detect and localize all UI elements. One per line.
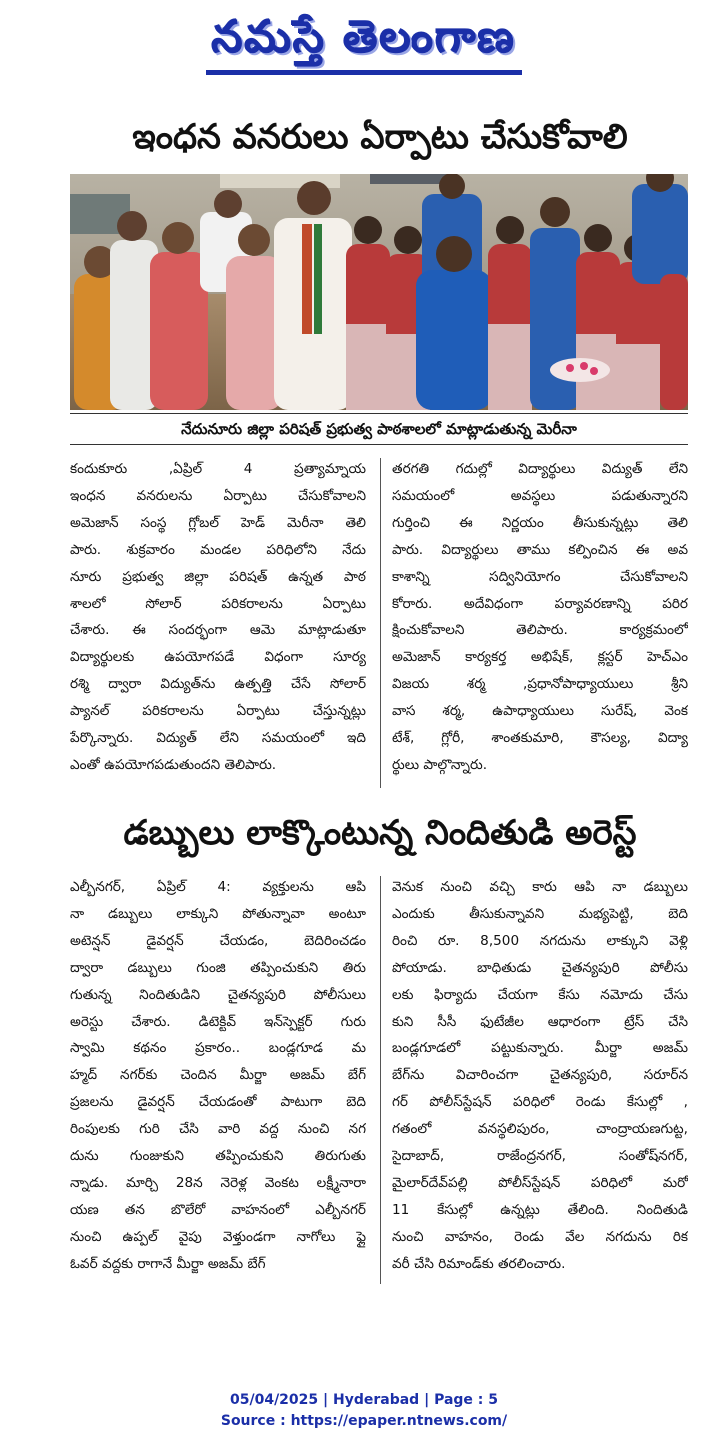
text-line: టేశ్, గ్లోరీ, శాంతకుమారి, కౌసల్య, విద్యా [392,730,688,747]
masthead [0,6,728,76]
article1-column-left [70,456,366,779]
text-line: పేర్కొన్నారు. విద్యుత్ లేని సమయంలో ఇది [70,730,366,747]
text-line: అమెజాన్ సంస్థ గ్లోబల్ హెడ్ మెరీనా తెలి [70,514,366,531]
text-line: ఎంతో ఉపయోగపడుతుందని తెలిపారు. [70,756,277,773]
text-line: ర్థులు పాల్గొన్నారు. [392,756,488,773]
text-line: రశ్మి ద్వారా విద్యుత్‌ను ఉత్పత్తి చేసే సోలార్ [70,676,366,693]
text-line: మైలార్‌దేవ్‌పల్లి పోలీస్‌స్టేషన్ పరిధిలో మరో [392,1174,688,1191]
text-line: అరెస్టు చేశారు. డిటెక్టివ్ ఇన్‌స్పెక్టర్ గురు [70,1013,366,1030]
article2-headline: డబ్బులు లాక్కొంటున్న నిందితుడి అరెస్ట్ [123,813,637,853]
footer-source-link[interactable]: Source : https://epaper.ntnews.com/ [220,1413,508,1429]
text-line: లకు ఫిర్యాదు చేయగా కేసు నమోదు చేసు [392,986,688,1003]
text-line: ద్వారా డబ్బులు గుంజి తప్పించుకుని తిరు [70,959,366,976]
text-line: ఓవర్ వద్దకు రాగానే మీర్జా అజమ్ బేగ్ [70,1255,266,1272]
article1-column-right [392,456,688,779]
text-line: నా డబ్బులు లాక్కుని పోతున్నావా అంటూ [70,905,366,922]
text-line: న్నాడు. మార్చి 28న నెరెళ్ల వెంకట లక్ష్మీనారా [70,1174,366,1191]
text-line: కోరారు. అదేవిధంగా పర్యావరణాన్ని పరిర [392,595,688,612]
text-line: 11 కేసుల్లో ఉన్నట్లు తేలింది. నిందితుడి [392,1201,688,1218]
text-line: రింపులకు గురి చేసి వారి వద్ద నుంచి నగ [70,1121,366,1138]
photo-caption: నేదునూరు జిల్లా పరిషత్ ప్రభుత్వ పాఠశాలలో మాట్లాడుతున్న మెరీనా [181,420,577,438]
text-line: నుంచి వాహనం, రెండు వేల నగదును రిక [392,1228,688,1245]
text-line: విద్యార్థులకు ఉపయోగపడే విధంగా సూర్య [70,649,366,666]
text-line: కందుకూరు ,ఏప్రిల్ 4 ప్రత్యామ్నాయ [70,461,366,477]
text-line: ఎల్బీనగర్, ఏప్రిల్ 4: వ్యక్తులను ఆపి [70,879,366,895]
text-line: గుతున్న నిందితుడిని చైతన్యపురి పోలీసులు [70,986,366,1003]
text-line: కాశాన్ని సద్వినియోగం చేసుకోవాలని [392,568,688,585]
text-line: తరగతి గదుల్లో విద్యార్థులు విద్యుత్ లేని [392,461,688,477]
newspaper-logo-title: నమస్తే తెలంగాణ [206,6,522,75]
text-line: గర్ పోలీస్‌స్టేషన్ పరిధిలో రెండు కేసుల్లో , [392,1094,688,1111]
text-line: అమెజాన్ కార్యకర్త అభిషేక్, క్లస్టర్ హెచ్‌ఎం [392,649,688,666]
text-line: నుంచి ఉప్పల్ వైపు వెళ్తుండగా నాగోలు ఫ్లై [70,1228,366,1245]
text-line: ప్రజలను డైవర్షన్ చేయడంతో పాటుగా బెది [70,1094,366,1111]
text-line: ప్యానల్ పరికరాలను ఏర్పాటు చేస్తున్నట్లు [70,703,366,720]
text-line: ఇంధన వనరులను ఏర్పాటు చేసుకోవాలని [70,487,366,504]
text-line: స్వామి కథనం ప్రకారం.. బండ్లగూడ మ [70,1040,366,1057]
footer-date-edition: 05/04/2025 | Hyderabad | Page : 5 [229,1392,499,1408]
text-line: వెనుక నుంచి వచ్చి కారు ఆపి నా డబ్బులు [392,879,688,895]
group-photo-illustration [70,174,688,410]
text-line: దును గుంజుకుని తప్పించుకుని తిరుగుతు [70,1148,366,1165]
caption-top-rule [70,413,688,414]
text-line: శాలలో సోలార్ పరికరాలను ఏర్పాటు [70,595,366,612]
text-line: పోయాడు. బాధితుడు చైతన్యపురి పోలీసు [392,959,688,976]
text-line: ఎందుకు తీసుకున్నావని మభ్యపెట్టి, బెది [392,905,688,922]
text-line: క్షించుకోవాలని తెలిపారు. కార్యక్రమంలో [392,622,688,639]
text-line: అటెన్షన్ డైవర్షన్ చేయడం, బెదిరించడం [70,932,366,949]
text-line: పారు. శుక్రవారం మండల పరిధిలోని నేదు [70,541,366,558]
text-line: వాస శర్మ, ఉపాధ్యాయులు సురేష్, వెంక [392,703,688,720]
text-line: హ్మద్ నగర్‌కు చెందిన మీర్జా అజమ్ బేగ్ [70,1067,366,1084]
text-line: వరీ చేసి రిమాండ్‌కు తరలించారు. [392,1255,566,1272]
text-line: సమయంలో అవస్థలు పడుతున్నారని [392,487,688,504]
text-line: నూరు ప్రభుత్వ జిల్లా పరిషత్ ఉన్నత పాఠ [70,568,366,585]
caption-bottom-rule [70,444,688,445]
article2-column-left [70,874,366,1278]
text-line: బండ్లగూడలో పట్టుకున్నారు. మీర్జా అజమ్ [392,1040,688,1057]
text-line: పారు. విద్యార్థులు తాము కల్పించిన ఈ అవ [392,541,688,558]
article1-photo [70,174,688,410]
text-line: రించి రూ. 8,500 నగదును లాక్కుని వెళ్లి [392,932,688,949]
text-line: విజయ శర్మ ,ప్రధానోపాధ్యాయులు శ్రీని [392,676,688,693]
text-line: చేశారు. ఈ సందర్భంగా ఆమె మాట్లాడుతూ [70,622,366,639]
text-line: యణ తన బొలేరో వాహనంలో ఎల్బీనగర్ [70,1201,366,1218]
text-line: గతంలో వనస్థలిపురం, చాంద్రాయణగుట్ట, [392,1121,688,1138]
text-line: సైదాబాద్, రాజేంద్రనగర్, సంతోష్‌నగర్, [392,1148,688,1165]
text-line: గుర్తించి ఈ నిర్ణయం తీసుకున్నట్లు తెలి [392,514,688,531]
article1-headline: ఇంధన వనరులు ఏర్పాటు చేసుకోవాలి [132,117,628,157]
column-divider [380,876,381,1284]
column-divider [380,458,381,788]
text-line: బేగ్‌ను విచారించగా చైతన్యపురి, సరూర్‌న [392,1067,688,1084]
article2-column-right [392,874,688,1278]
text-line: కుని సీసీ ఫుటేజీల ఆధారంగా ట్రేస్ చేసి [392,1013,688,1030]
